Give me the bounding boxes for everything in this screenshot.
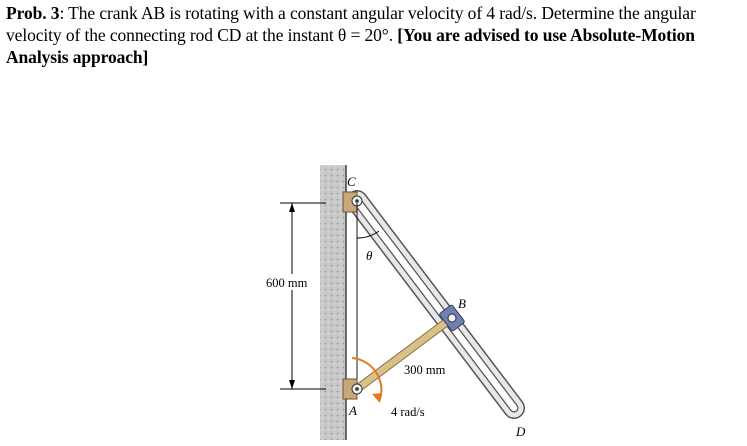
label-b: B xyxy=(458,296,466,311)
problem-advice: [You are advised to use Absolute-Motion Analysis approach] xyxy=(6,25,695,67)
pin-b xyxy=(448,314,456,322)
label-d: D xyxy=(516,424,526,439)
pin-a xyxy=(343,379,362,399)
label-c: C xyxy=(347,174,356,189)
dimension-600mm xyxy=(262,203,326,389)
crank-length-label: 300 mm xyxy=(404,363,446,377)
label-a: A xyxy=(349,403,357,418)
crank-ab-face xyxy=(357,318,452,389)
wall xyxy=(320,165,346,440)
angle-label: θ xyxy=(366,248,373,263)
problem-text: : The crank AB is rotating with a constant angular velocity of 4 rad/s. Determine the angular velocity of the connecting rod CD at the instant θ = 20°. xyxy=(6,3,696,45)
angular-velocity-label: 4 rad/s xyxy=(391,405,425,419)
dimension-label: 600 mm xyxy=(266,276,308,290)
problem-label: Prob. 3 xyxy=(6,3,60,23)
